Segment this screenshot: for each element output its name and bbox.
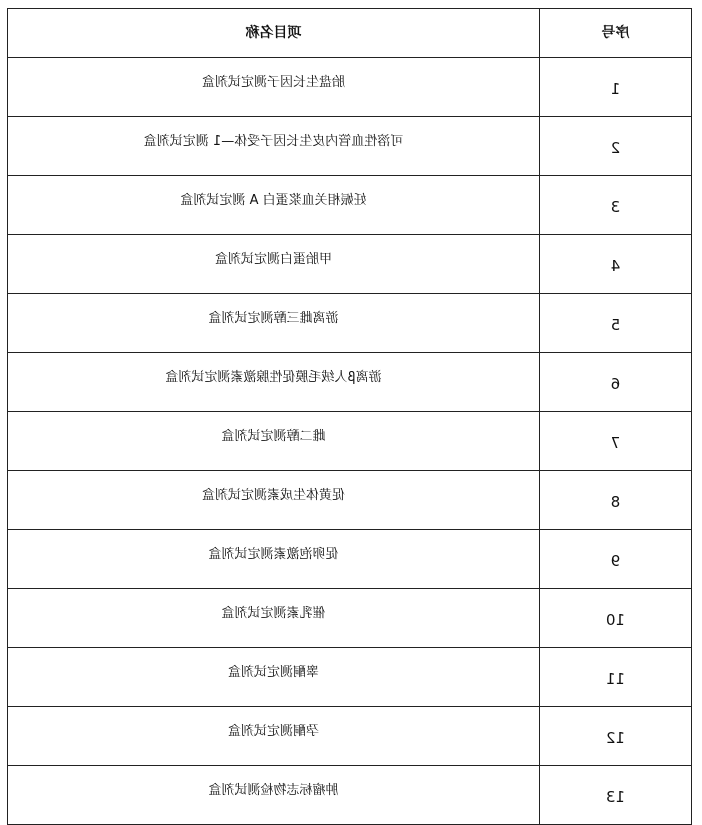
row-index: 8 <box>540 471 692 530</box>
table-row <box>8 235 692 294</box>
row-index: 1 <box>540 58 692 117</box>
header-index: 序号 <box>540 9 692 58</box>
row-index: 11 <box>540 648 692 707</box>
row-name: 睾酮测定试剂盒 <box>8 648 540 707</box>
reagent-table <box>7 8 692 825</box>
table-row <box>8 648 692 707</box>
table-row <box>8 117 692 176</box>
row-name: 肿瘤标志物检测试剂盒 <box>8 766 540 825</box>
row-name: 孕酮测定试剂盒 <box>8 707 540 766</box>
header-name: 项目名称 <box>8 9 540 58</box>
row-name: 胎盘生长因子测定试剂盒 <box>8 58 540 117</box>
table-header-row <box>8 9 692 58</box>
table-row <box>8 353 692 412</box>
table-row <box>8 176 692 235</box>
row-index: 9 <box>540 530 692 589</box>
row-name: 促卵泡激素测定试剂盒 <box>8 530 540 589</box>
row-index: 13 <box>540 766 692 825</box>
row-name: 游离β人绒毛膜促性腺激素测定试剂盒 <box>8 353 540 412</box>
row-index: 3 <box>540 176 692 235</box>
row-index: 2 <box>540 117 692 176</box>
row-index: 6 <box>540 353 692 412</box>
row-name: 妊娠相关血浆蛋白 A 测定试剂盒 <box>8 176 540 235</box>
row-index: 5 <box>540 294 692 353</box>
table-row <box>8 530 692 589</box>
row-name: 促黄体生成素测定试剂盒 <box>8 471 540 530</box>
row-name: 雌二醇测定试剂盒 <box>8 412 540 471</box>
row-index: 7 <box>540 412 692 471</box>
table-row <box>8 58 692 117</box>
row-index: 12 <box>540 707 692 766</box>
row-index: 10 <box>540 589 692 648</box>
table-row <box>8 294 692 353</box>
table-row <box>8 589 692 648</box>
row-index: 4 <box>540 235 692 294</box>
row-name: 甲胎蛋白测定试剂盒 <box>8 235 540 294</box>
table-row <box>8 707 692 766</box>
row-name: 游离雌三醇测定试剂盒 <box>8 294 540 353</box>
row-name: 可溶性血管内皮生长因子受体—1 测定试剂盒 <box>8 117 540 176</box>
row-name: 催乳素测定试剂盒 <box>8 589 540 648</box>
table-row <box>8 471 692 530</box>
table-row <box>8 766 692 825</box>
table-row <box>8 412 692 471</box>
